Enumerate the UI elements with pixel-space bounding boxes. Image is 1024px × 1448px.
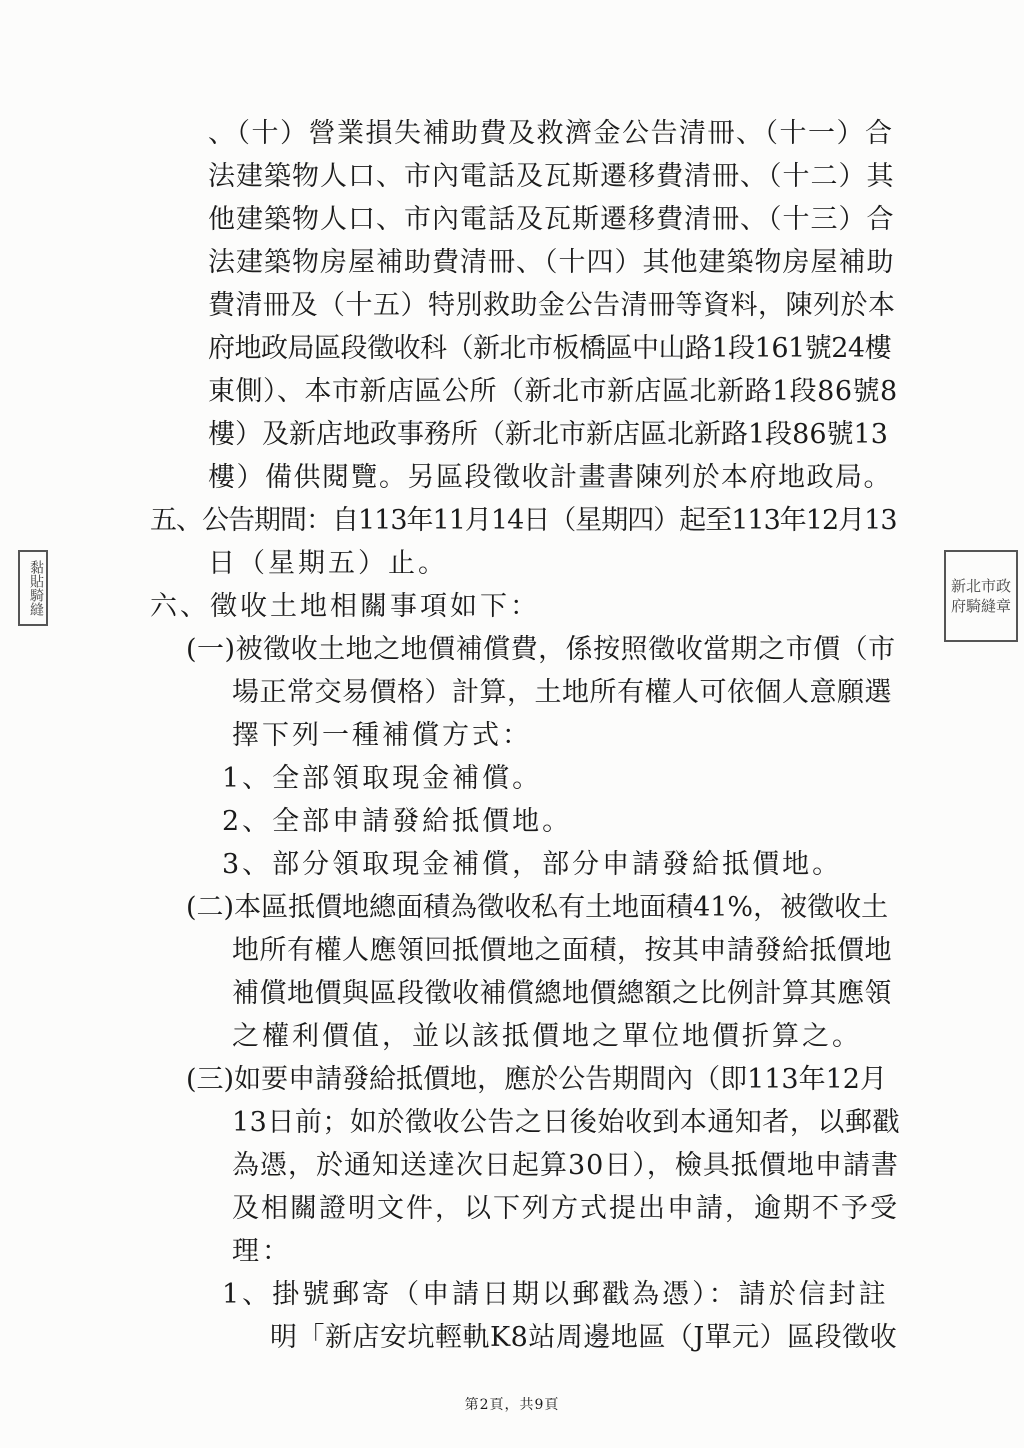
- text-line: 13日前；如於徵收公告之日後始收到本通知者，以郵戳: [232, 1107, 900, 1138]
- subsection-one: (一)被徵收土地之地價補償費，係按照徵收當期之市價（市: [186, 634, 896, 665]
- text-line: 他建築物人口、市內電話及瓦斯遷移費清冊、（十三）合: [208, 204, 895, 235]
- text-line: 日（星期五）止。: [208, 548, 448, 579]
- text-line: 法建築物人口、市內電話及瓦斯遷移費清冊、（十二）其: [208, 161, 895, 192]
- text-line: 理：: [232, 1236, 292, 1267]
- text-line: 樓）備供閱覽。另區段徵收計畫書陳列於本府地政局。: [208, 462, 892, 493]
- page-number: 第2頁，共9頁: [464, 1397, 560, 1413]
- text-line: 府地政局區段徵收科（新北市板橋區中山路1段161號24樓: [208, 333, 892, 364]
- text-line: 樓）及新店地政事務所（新北市新店區北新路1段86號13: [208, 419, 888, 450]
- text-line: 之權利價值，並以該抵價地之單位地價折算之。: [232, 1021, 862, 1052]
- right-margin-seal: 新北市政府騎縫章: [944, 550, 1018, 642]
- text-line: 明「新店安坑輕軌K8站周邊地區（J單元）區段徵收: [270, 1322, 898, 1353]
- list-item: 1、全部領取現金補償。: [222, 763, 543, 794]
- text-line: 場正常交易價格）計算，土地所有權人可依個人意願選: [232, 677, 892, 708]
- text-line: 法建築物房屋補助費清冊、（十四）其他建築物房屋補助: [208, 247, 895, 278]
- text-line: 補償地價與區段徵收補償總地價總額之比例計算其應領: [232, 978, 892, 1009]
- text-line: 及相關證明文件，以下列方式提出申請，逾期不予受: [232, 1193, 899, 1224]
- text-line: 東側）、本市新店區公所（新北市新店區北新路1段86號8: [208, 376, 898, 407]
- section-heading-five: 五、公告期間：自113年11月14日（星期四）起至113年12月13: [150, 505, 897, 536]
- text-line: 為憑，於通知送達次日起算30日），檢具抵價地申請書: [232, 1150, 899, 1181]
- text-line: 、（十）營業損失補助費及救濟金公告清冊、（十一）合: [208, 118, 894, 149]
- text-line: 費清冊及（十五）特別救助金公告清冊等資料，陳列於本: [208, 290, 896, 321]
- subsection-two: (二)本區抵價地總面積為徵收私有土地面積41%，被徵收土: [186, 892, 889, 923]
- text-line: 擇下列一種補償方式：: [232, 720, 532, 751]
- text-line: 地所有權人應領回抵價地之面積，按其申請發給抵價地: [232, 935, 892, 966]
- list-item: 2、全部申請發給抵價地。: [222, 806, 573, 837]
- subsection-three: (三)如要申請發給抵價地，應於公告期間內（即113年12月: [186, 1064, 887, 1095]
- section-heading-six: 六、徵收土地相關事項如下：: [150, 591, 540, 622]
- left-margin-seal: 黏貼騎縫: [18, 550, 48, 626]
- list-item: 3、部分領取現金補償，部分申請發給抵價地。: [222, 849, 843, 880]
- list-item: 1、掛號郵寄（申請日期以郵戳為憑）：請於信封註: [222, 1279, 889, 1310]
